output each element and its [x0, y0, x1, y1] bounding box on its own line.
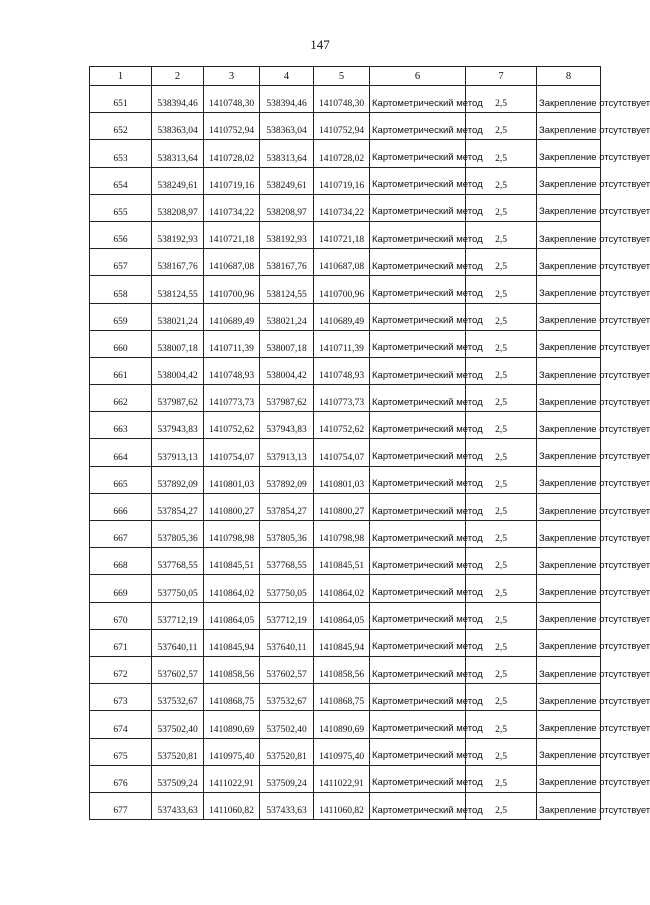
column-header-1: 1 [90, 67, 152, 86]
accuracy-cell: 2,5 [466, 684, 537, 711]
x-coordinate-cell: 537913,13 [152, 439, 204, 466]
accuracy-cell: 2,5 [466, 493, 537, 520]
table-row [90, 221, 601, 248]
x-coordinate-2-cell: 537433,63 [260, 792, 314, 819]
accuracy-cell: 2,5 [466, 140, 537, 167]
point-number-cell: 675 [90, 738, 152, 765]
accuracy-cell: 2,5 [466, 575, 537, 602]
method-cell: Картометрический метод [370, 738, 466, 765]
method-cell: Картометрический метод [370, 656, 466, 683]
y-coordinate-cell: 1410845,94 [204, 629, 260, 656]
table-row [90, 249, 601, 276]
column-header-3: 3 [204, 67, 260, 86]
fixing-cell: Закрепление отсутствует [537, 86, 601, 113]
x-coordinate-cell: 537602,57 [152, 656, 204, 683]
y-coordinate-2-cell: 1410687,08 [314, 249, 370, 276]
point-number-cell: 653 [90, 140, 152, 167]
point-number-cell: 667 [90, 521, 152, 548]
table-body [90, 86, 650, 820]
accuracy-cell: 2,5 [466, 221, 537, 248]
fixing-cell: Закрепление отсутствует [537, 276, 601, 303]
accuracy-cell: 2,5 [466, 194, 537, 221]
table-row [90, 711, 601, 738]
y-coordinate-cell: 1410975,40 [204, 738, 260, 765]
point-number-cell: 651 [90, 86, 152, 113]
fixing-cell: Закрепление отсутствует [537, 113, 601, 140]
x-coordinate-2-cell: 537640,11 [260, 629, 314, 656]
fixing-cell: Закрепление отсутствует [537, 221, 601, 248]
point-number-cell: 661 [90, 357, 152, 384]
x-coordinate-cell: 538313,64 [152, 140, 204, 167]
table-row [90, 330, 601, 357]
fixing-cell: Закрепление отсутствует [537, 194, 601, 221]
table-row [90, 575, 601, 602]
table-row [90, 765, 601, 792]
x-coordinate-cell: 538167,76 [152, 249, 204, 276]
x-coordinate-2-cell: 538249,61 [260, 167, 314, 194]
fixing-cell: Закрепление отсутствует [537, 738, 601, 765]
x-coordinate-2-cell: 538192,93 [260, 221, 314, 248]
point-number-cell: 671 [90, 629, 152, 656]
table-row [90, 385, 601, 412]
accuracy-cell: 2,5 [466, 330, 537, 357]
x-coordinate-2-cell: 537854,27 [260, 493, 314, 520]
table-row [90, 602, 601, 629]
point-number-cell: 674 [90, 711, 152, 738]
y-coordinate-2-cell: 1410975,40 [314, 738, 370, 765]
point-number-cell: 657 [90, 249, 152, 276]
y-coordinate-2-cell: 1411060,82 [314, 792, 370, 819]
point-number-cell: 666 [90, 493, 152, 520]
accuracy-cell: 2,5 [466, 249, 537, 276]
fixing-cell: Закрепление отсутствует [537, 602, 601, 629]
accuracy-cell: 2,5 [466, 357, 537, 384]
y-coordinate-2-cell: 1410868,75 [314, 684, 370, 711]
fixing-cell: Закрепление отсутствует [537, 493, 601, 520]
fixing-cell: Закрепление отсутствует [537, 521, 601, 548]
y-coordinate-cell: 1410752,94 [204, 113, 260, 140]
fixing-cell: Закрепление отсутствует [537, 167, 601, 194]
y-coordinate-2-cell: 1410864,05 [314, 602, 370, 629]
point-number-cell: 656 [90, 221, 152, 248]
table-row [90, 276, 601, 303]
point-number-cell: 664 [90, 439, 152, 466]
accuracy-cell: 2,5 [466, 629, 537, 656]
x-coordinate-cell: 538192,93 [152, 221, 204, 248]
point-number-cell: 677 [90, 792, 152, 819]
y-coordinate-cell: 1410890,69 [204, 711, 260, 738]
method-cell: Картометрический метод [370, 548, 466, 575]
y-coordinate-2-cell: 1410752,94 [314, 113, 370, 140]
y-coordinate-2-cell: 1410719,16 [314, 167, 370, 194]
table-row [90, 412, 601, 439]
accuracy-cell: 2,5 [466, 276, 537, 303]
x-coordinate-2-cell: 537520,81 [260, 738, 314, 765]
x-coordinate-cell: 537854,27 [152, 493, 204, 520]
x-coordinate-cell: 538021,24 [152, 303, 204, 330]
table-row [90, 792, 601, 819]
accuracy-cell: 2,5 [466, 711, 537, 738]
point-number-cell: 668 [90, 548, 152, 575]
point-number-cell: 659 [90, 303, 152, 330]
accuracy-cell: 2,5 [466, 113, 537, 140]
x-coordinate-cell: 537509,24 [152, 765, 204, 792]
y-coordinate-2-cell: 1410734,22 [314, 194, 370, 221]
fixing-cell: Закрепление отсутствует [537, 330, 601, 357]
y-coordinate-2-cell: 1410700,96 [314, 276, 370, 303]
column-header-2: 2 [152, 67, 204, 86]
accuracy-cell: 2,5 [466, 765, 537, 792]
table-row [90, 194, 601, 221]
method-cell: Картометрический метод [370, 249, 466, 276]
y-coordinate-cell: 1410845,51 [204, 548, 260, 575]
method-cell: Картометрический метод [370, 303, 466, 330]
x-coordinate-2-cell: 538394,46 [260, 86, 314, 113]
method-cell: Картометрический метод [370, 765, 466, 792]
y-coordinate-cell: 1410864,05 [204, 602, 260, 629]
y-coordinate-cell: 1410801,03 [204, 466, 260, 493]
method-cell: Картометрический метод [370, 357, 466, 384]
fixing-cell: Закрепление отсутствует [537, 412, 601, 439]
y-coordinate-cell: 1410687,08 [204, 249, 260, 276]
method-cell: Картометрический метод [370, 575, 466, 602]
x-coordinate-cell: 537520,81 [152, 738, 204, 765]
fixing-cell: Закрепление отсутствует [537, 548, 601, 575]
method-cell: Картометрический метод [370, 521, 466, 548]
column-header-5: 5 [314, 67, 370, 86]
fixing-cell: Закрепление отсутствует [537, 656, 601, 683]
method-cell: Картометрический метод [370, 466, 466, 493]
x-coordinate-2-cell: 537987,62 [260, 385, 314, 412]
x-coordinate-cell: 538007,18 [152, 330, 204, 357]
accuracy-cell: 2,5 [466, 738, 537, 765]
table-row [90, 167, 601, 194]
fixing-cell: Закрепление отсутствует [537, 357, 601, 384]
fixing-cell: Закрепление отсутствует [537, 629, 601, 656]
column-header-6: 6 [370, 67, 466, 86]
y-coordinate-2-cell: 1410748,30 [314, 86, 370, 113]
method-cell: Картометрический метод [370, 792, 466, 819]
table-header [90, 67, 601, 86]
y-coordinate-cell: 1411022,91 [204, 765, 260, 792]
x-coordinate-cell: 537805,36 [152, 521, 204, 548]
x-coordinate-2-cell: 538208,97 [260, 194, 314, 221]
x-coordinate-cell: 537502,40 [152, 711, 204, 738]
x-coordinate-2-cell: 537509,24 [260, 765, 314, 792]
accuracy-cell: 2,5 [466, 521, 537, 548]
table-row [90, 466, 601, 493]
method-cell: Картометрический метод [370, 140, 466, 167]
accuracy-cell: 2,5 [466, 167, 537, 194]
y-coordinate-cell: 1410719,16 [204, 167, 260, 194]
y-coordinate-cell: 1410728,02 [204, 140, 260, 167]
x-coordinate-2-cell: 538313,64 [260, 140, 314, 167]
y-coordinate-2-cell: 1411022,91 [314, 765, 370, 792]
column-header-4: 4 [260, 67, 314, 86]
x-coordinate-2-cell: 538007,18 [260, 330, 314, 357]
table-row [90, 684, 601, 711]
y-coordinate-cell: 1410754,07 [204, 439, 260, 466]
y-coordinate-2-cell: 1410748,93 [314, 357, 370, 384]
table-row [90, 521, 601, 548]
x-coordinate-cell: 538208,97 [152, 194, 204, 221]
x-coordinate-2-cell: 537712,19 [260, 602, 314, 629]
accuracy-cell: 2,5 [466, 86, 537, 113]
x-coordinate-cell: 538124,55 [152, 276, 204, 303]
x-coordinate-2-cell: 538363,04 [260, 113, 314, 140]
y-coordinate-cell: 1410700,96 [204, 276, 260, 303]
y-coordinate-2-cell: 1410845,94 [314, 629, 370, 656]
x-coordinate-cell: 537433,63 [152, 792, 204, 819]
coordinates-table [89, 66, 650, 820]
y-coordinate-cell: 1411060,82 [204, 792, 260, 819]
table-row [90, 738, 601, 765]
table-row [90, 439, 601, 466]
y-coordinate-2-cell: 1410754,07 [314, 439, 370, 466]
x-coordinate-cell: 537892,09 [152, 466, 204, 493]
y-coordinate-2-cell: 1410728,02 [314, 140, 370, 167]
fixing-cell: Закрепление отсутствует [537, 765, 601, 792]
method-cell: Картометрический метод [370, 439, 466, 466]
y-coordinate-2-cell: 1410798,98 [314, 521, 370, 548]
point-number-cell: 663 [90, 412, 152, 439]
point-number-cell: 670 [90, 602, 152, 629]
point-number-cell: 654 [90, 167, 152, 194]
y-coordinate-cell: 1410689,49 [204, 303, 260, 330]
x-coordinate-2-cell: 538021,24 [260, 303, 314, 330]
method-cell: Картометрический метод [370, 113, 466, 140]
y-coordinate-cell: 1410858,56 [204, 656, 260, 683]
column-header-8: 8 [537, 67, 601, 86]
x-coordinate-2-cell: 537532,67 [260, 684, 314, 711]
y-coordinate-2-cell: 1410711,39 [314, 330, 370, 357]
method-cell: Картометрический метод [370, 330, 466, 357]
y-coordinate-cell: 1410773,73 [204, 385, 260, 412]
x-coordinate-2-cell: 537750,05 [260, 575, 314, 602]
accuracy-cell: 2,5 [466, 548, 537, 575]
y-coordinate-cell: 1410800,27 [204, 493, 260, 520]
method-cell: Картометрический метод [370, 602, 466, 629]
point-number-cell: 662 [90, 385, 152, 412]
x-coordinate-cell: 537750,05 [152, 575, 204, 602]
column-header-7: 7 [466, 67, 537, 86]
point-number-cell: 676 [90, 765, 152, 792]
point-number-cell: 672 [90, 656, 152, 683]
y-coordinate-2-cell: 1410752,62 [314, 412, 370, 439]
accuracy-cell: 2,5 [466, 439, 537, 466]
table-row [90, 140, 601, 167]
y-coordinate-cell: 1410734,22 [204, 194, 260, 221]
point-number-cell: 673 [90, 684, 152, 711]
fixing-cell: Закрепление отсутствует [537, 684, 601, 711]
method-cell: Картометрический метод [370, 629, 466, 656]
point-number-cell: 652 [90, 113, 152, 140]
method-cell: Картометрический метод [370, 194, 466, 221]
y-coordinate-2-cell: 1410721,18 [314, 221, 370, 248]
x-coordinate-2-cell: 537892,09 [260, 466, 314, 493]
method-cell: Картометрический метод [370, 684, 466, 711]
accuracy-cell: 2,5 [466, 466, 537, 493]
accuracy-cell: 2,5 [466, 385, 537, 412]
x-coordinate-cell: 537532,67 [152, 684, 204, 711]
y-coordinate-cell: 1410748,93 [204, 357, 260, 384]
method-cell: Картометрический метод [370, 412, 466, 439]
x-coordinate-2-cell: 537768,55 [260, 548, 314, 575]
y-coordinate-cell: 1410798,98 [204, 521, 260, 548]
y-coordinate-cell: 1410864,02 [204, 575, 260, 602]
y-coordinate-2-cell: 1410801,03 [314, 466, 370, 493]
x-coordinate-2-cell: 537805,36 [260, 521, 314, 548]
y-coordinate-2-cell: 1410845,51 [314, 548, 370, 575]
fixing-cell: Закрепление отсутствует [537, 575, 601, 602]
x-coordinate-cell: 538249,61 [152, 167, 204, 194]
method-cell: Картометрический метод [370, 385, 466, 412]
x-coordinate-2-cell: 537602,57 [260, 656, 314, 683]
fixing-cell: Закрепление отсутствует [537, 303, 601, 330]
accuracy-cell: 2,5 [466, 303, 537, 330]
method-cell: Картометрический метод [370, 86, 466, 113]
fixing-cell: Закрепление отсутствует [537, 140, 601, 167]
fixing-cell: Закрепление отсутствует [537, 792, 601, 819]
y-coordinate-2-cell: 1410773,73 [314, 385, 370, 412]
y-coordinate-2-cell: 1410689,49 [314, 303, 370, 330]
y-coordinate-2-cell: 1410858,56 [314, 656, 370, 683]
header-row [90, 67, 601, 86]
accuracy-cell: 2,5 [466, 412, 537, 439]
point-number-cell: 658 [90, 276, 152, 303]
table-row [90, 357, 601, 384]
table-row [90, 113, 601, 140]
table-row [90, 548, 601, 575]
x-coordinate-2-cell: 537943,83 [260, 412, 314, 439]
table-row [90, 656, 601, 683]
accuracy-cell: 2,5 [466, 602, 537, 629]
y-coordinate-cell: 1410868,75 [204, 684, 260, 711]
y-coordinate-2-cell: 1410890,69 [314, 711, 370, 738]
table-row [90, 629, 601, 656]
point-number-cell: 660 [90, 330, 152, 357]
table-row [90, 493, 601, 520]
x-coordinate-2-cell: 538124,55 [260, 276, 314, 303]
x-coordinate-cell: 537768,55 [152, 548, 204, 575]
point-number-cell: 665 [90, 466, 152, 493]
fixing-cell: Закрепление отсутствует [537, 385, 601, 412]
accuracy-cell: 2,5 [466, 792, 537, 819]
point-number-cell: 655 [90, 194, 152, 221]
page-number: 147 [310, 37, 330, 52]
x-coordinate-2-cell: 538004,42 [260, 357, 314, 384]
fixing-cell: Закрепление отсутствует [537, 711, 601, 738]
y-coordinate-cell: 1410721,18 [204, 221, 260, 248]
x-coordinate-cell: 538363,04 [152, 113, 204, 140]
x-coordinate-cell: 537640,11 [152, 629, 204, 656]
y-coordinate-cell: 1410711,39 [204, 330, 260, 357]
table-row [90, 86, 601, 113]
accuracy-cell: 2,5 [466, 656, 537, 683]
fixing-cell: Закрепление отсутствует [537, 466, 601, 493]
y-coordinate-cell: 1410748,30 [204, 86, 260, 113]
method-cell: Картометрический метод [370, 711, 466, 738]
x-coordinate-cell: 537943,83 [152, 412, 204, 439]
method-cell: Картометрический метод [370, 276, 466, 303]
x-coordinate-cell: 537712,19 [152, 602, 204, 629]
point-number-cell: 669 [90, 575, 152, 602]
method-cell: Картометрический метод [370, 167, 466, 194]
y-coordinate-2-cell: 1410864,02 [314, 575, 370, 602]
x-coordinate-cell: 537987,62 [152, 385, 204, 412]
x-coordinate-2-cell: 537502,40 [260, 711, 314, 738]
fixing-cell: Закрепление отсутствует [537, 439, 601, 466]
fixing-cell: Закрепление отсутствует [537, 249, 601, 276]
x-coordinate-2-cell: 537913,13 [260, 439, 314, 466]
table-row [90, 303, 601, 330]
method-cell: Картометрический метод [370, 493, 466, 520]
method-cell: Картометрический метод [370, 221, 466, 248]
x-coordinate-2-cell: 538167,76 [260, 249, 314, 276]
x-coordinate-cell: 538394,46 [152, 86, 204, 113]
y-coordinate-cell: 1410752,62 [204, 412, 260, 439]
y-coordinate-2-cell: 1410800,27 [314, 493, 370, 520]
x-coordinate-cell: 538004,42 [152, 357, 204, 384]
